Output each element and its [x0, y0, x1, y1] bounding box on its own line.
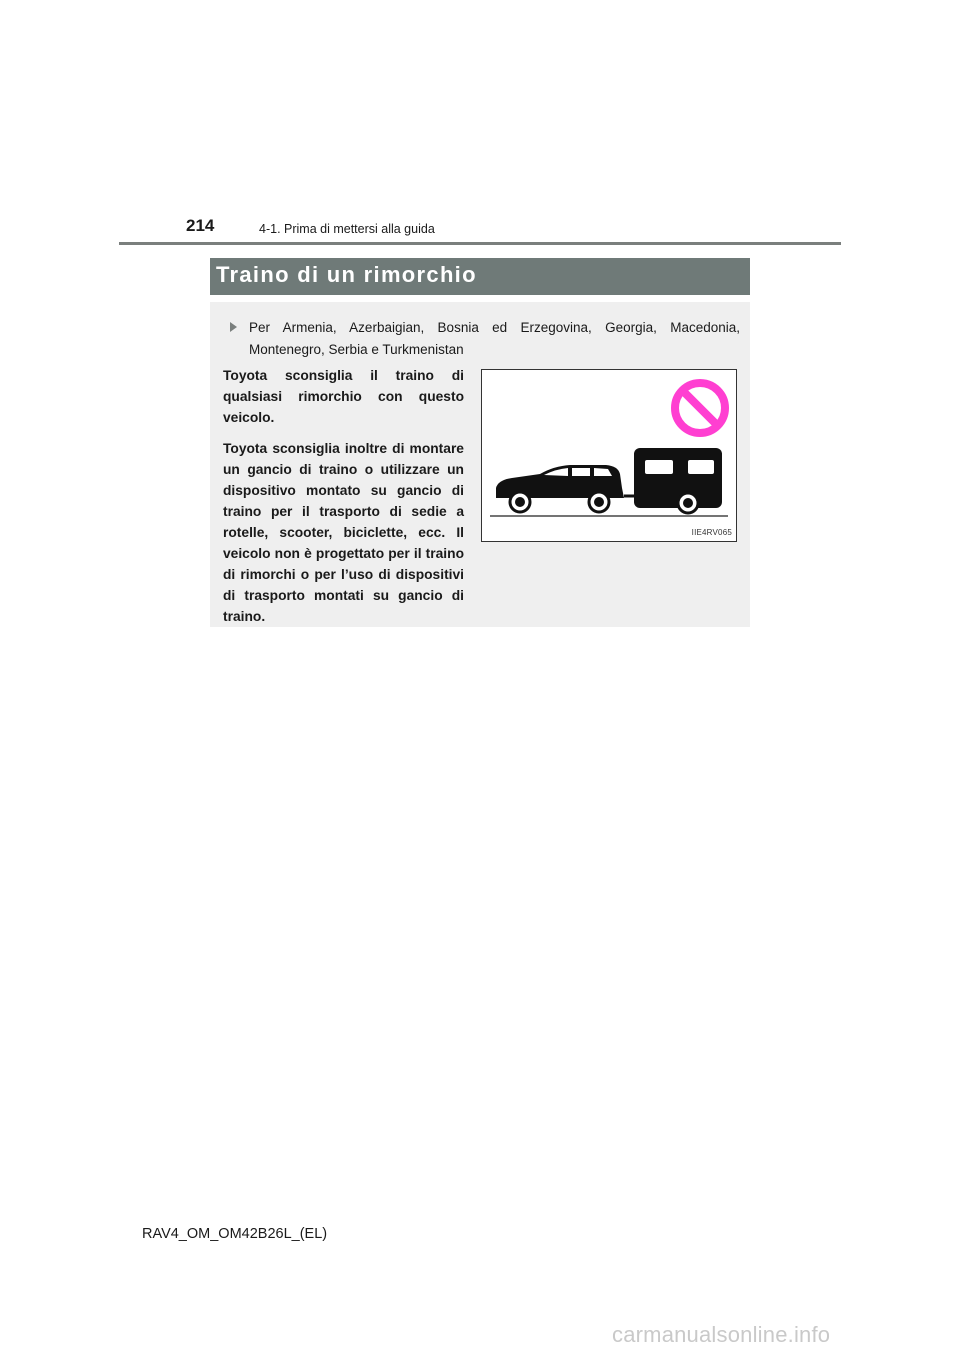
header-rule: [119, 242, 841, 245]
car-icon: [496, 465, 634, 512]
page-number: 214: [186, 216, 215, 235]
footer-doc-code: RAV4_OM_OM42B26L_(EL): [142, 1226, 328, 1242]
watermark: carmanualsonline.info: [612, 1322, 831, 1347]
section-label: 4-1. Prima di mettersi alla guida: [259, 222, 435, 236]
triangle-bullet-icon: [230, 322, 237, 332]
region-note-text: Per Armenia, Azerbaigian, Bosnia ed Erzegovina, Georgia, Macedonia, Montenegro, Serbia e Turkmenistan: [249, 320, 740, 357]
region-note: [230, 317, 750, 361]
figure-code: IIE4RV065: [691, 528, 732, 537]
trailer-icon: [634, 448, 722, 513]
paragraph-2: Toyota sconsiglia inoltre di montare un gancio di traino o utilizzare un dispositivo montato su gancio di traino per il trasporto di sedie a rotelle, scooter, biciclette, ecc. Il veicolo non è progettato per il traino di rimorchi o per l’uso di dispositivi di trasporto montati su gancio di traino.: [223, 441, 464, 624]
prohibition-icon: [675, 383, 725, 433]
towing-illustration: [481, 369, 737, 542]
towing-illustration-svg: [482, 370, 736, 541]
text-column: [223, 365, 464, 637]
page-title: Traino di un rimorchio: [216, 262, 477, 287]
content-box: [210, 302, 750, 627]
title-bar: [210, 258, 750, 295]
paragraph-1: Toyota sconsiglia il traino di qualsiasi rimorchio con questo veicolo.: [223, 368, 464, 425]
